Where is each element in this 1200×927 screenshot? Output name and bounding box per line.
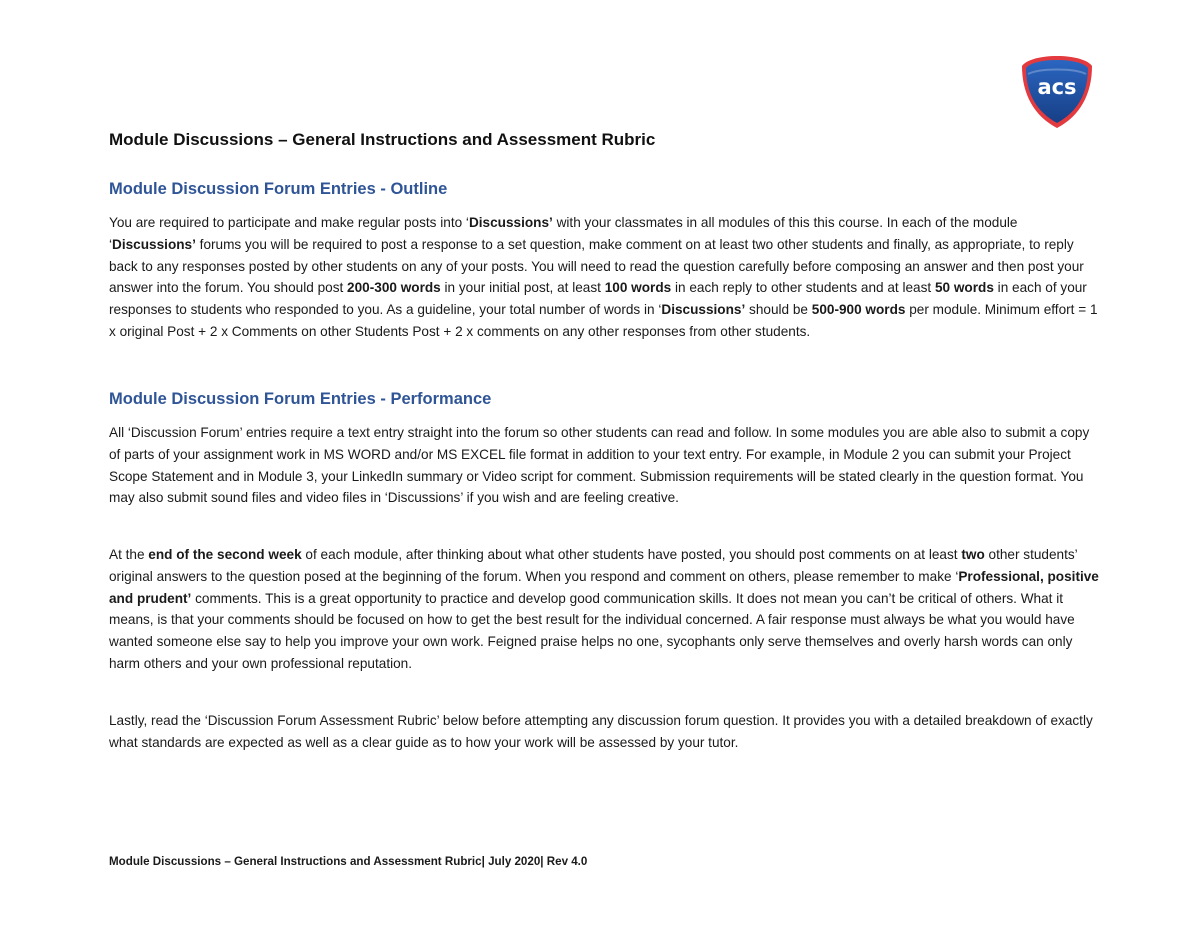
section-heading-outline: Module Discussion Forum Entries - Outline	[109, 180, 448, 198]
performance-paragraph-2: At the end of the second week of each module, after thinking about what other students have posted, you should post comments on at least two other students’ original answers to the question posed at the beginning of the forum. When you respond and comment on others, please remember to make ‘Professional, positive and prudent’ comments. This is a great opportunity to practice and develop good communication skills. It does not mean you can’t be critical of others. What it means, is that your comments should be focused on how to get the best result for the individual concerned. A fair response must always be what you would have wanted someone else say to help you improve your own work. Feigned praise helps no one, sycophants only serve themselves and overly harsh words can only harm others and your own professional reputation.	[109, 547, 1099, 671]
outline-paragraph: You are required to participate and make regular posts into ‘Discussions’ with your classmates in all modules of this this course. In each of the module ‘Discussions’ forums you will be required to post a response to a set question, make comment on at least two other students and finally, as appropriate, to reply back to any responses posted by other students on any of your posts. You will need to read the question carefully before composing an answer and then post your answer into the forum. You should post 200-300 words in your initial post, at least 100 words in each reply to other students and at least 50 words in each of your responses to students who responded to you. As a guideline, your total number of words in ‘Discussions’ should be 500-900 words per module. Minimum effort = 1 x original Post + 2 x Comments on other Students Post + 2 x comments on any other responses from other students.	[109, 215, 1098, 339]
section-heading-performance: Module Discussion Forum Entries - Performance	[109, 390, 492, 408]
acs-logo	[1020, 54, 1094, 130]
performance-paragraph-1: All ‘Discussion Forum’ entries require a text entry straight into the forum so other students can read and follow. In some modules you are able also to submit a copy of parts of your assignment work in MS WORD and/or MS EXCEL file format in addition to your text entry. For example, in Module 2 you can submit your Project Scope Statement and in Module 3, your LinkedIn summary or Video script for comment. Submission requirements will be stated clearly in the question format. You may also submit sound files and video files in ‘Discussions’ if you wish and are feeling creative.	[109, 425, 1090, 506]
logo-text: acs	[1037, 75, 1077, 99]
acs-shield-icon	[1020, 54, 1094, 130]
document-title: Module Discussions – General Instructions and Assessment Rubric	[109, 130, 656, 149]
performance-paragraph-3: Lastly, read the ‘Discussion Forum Assessment Rubric’ below before attempting any discussion forum question. It provides you with a detailed breakdown of exactly what standards are expected as well as a clear guide as to how your work will be assessed by your tutor.	[109, 713, 1093, 750]
page-footer: Module Discussions – General Instructions and Assessment Rubric| July 2020| Rev 4.0	[109, 855, 588, 868]
